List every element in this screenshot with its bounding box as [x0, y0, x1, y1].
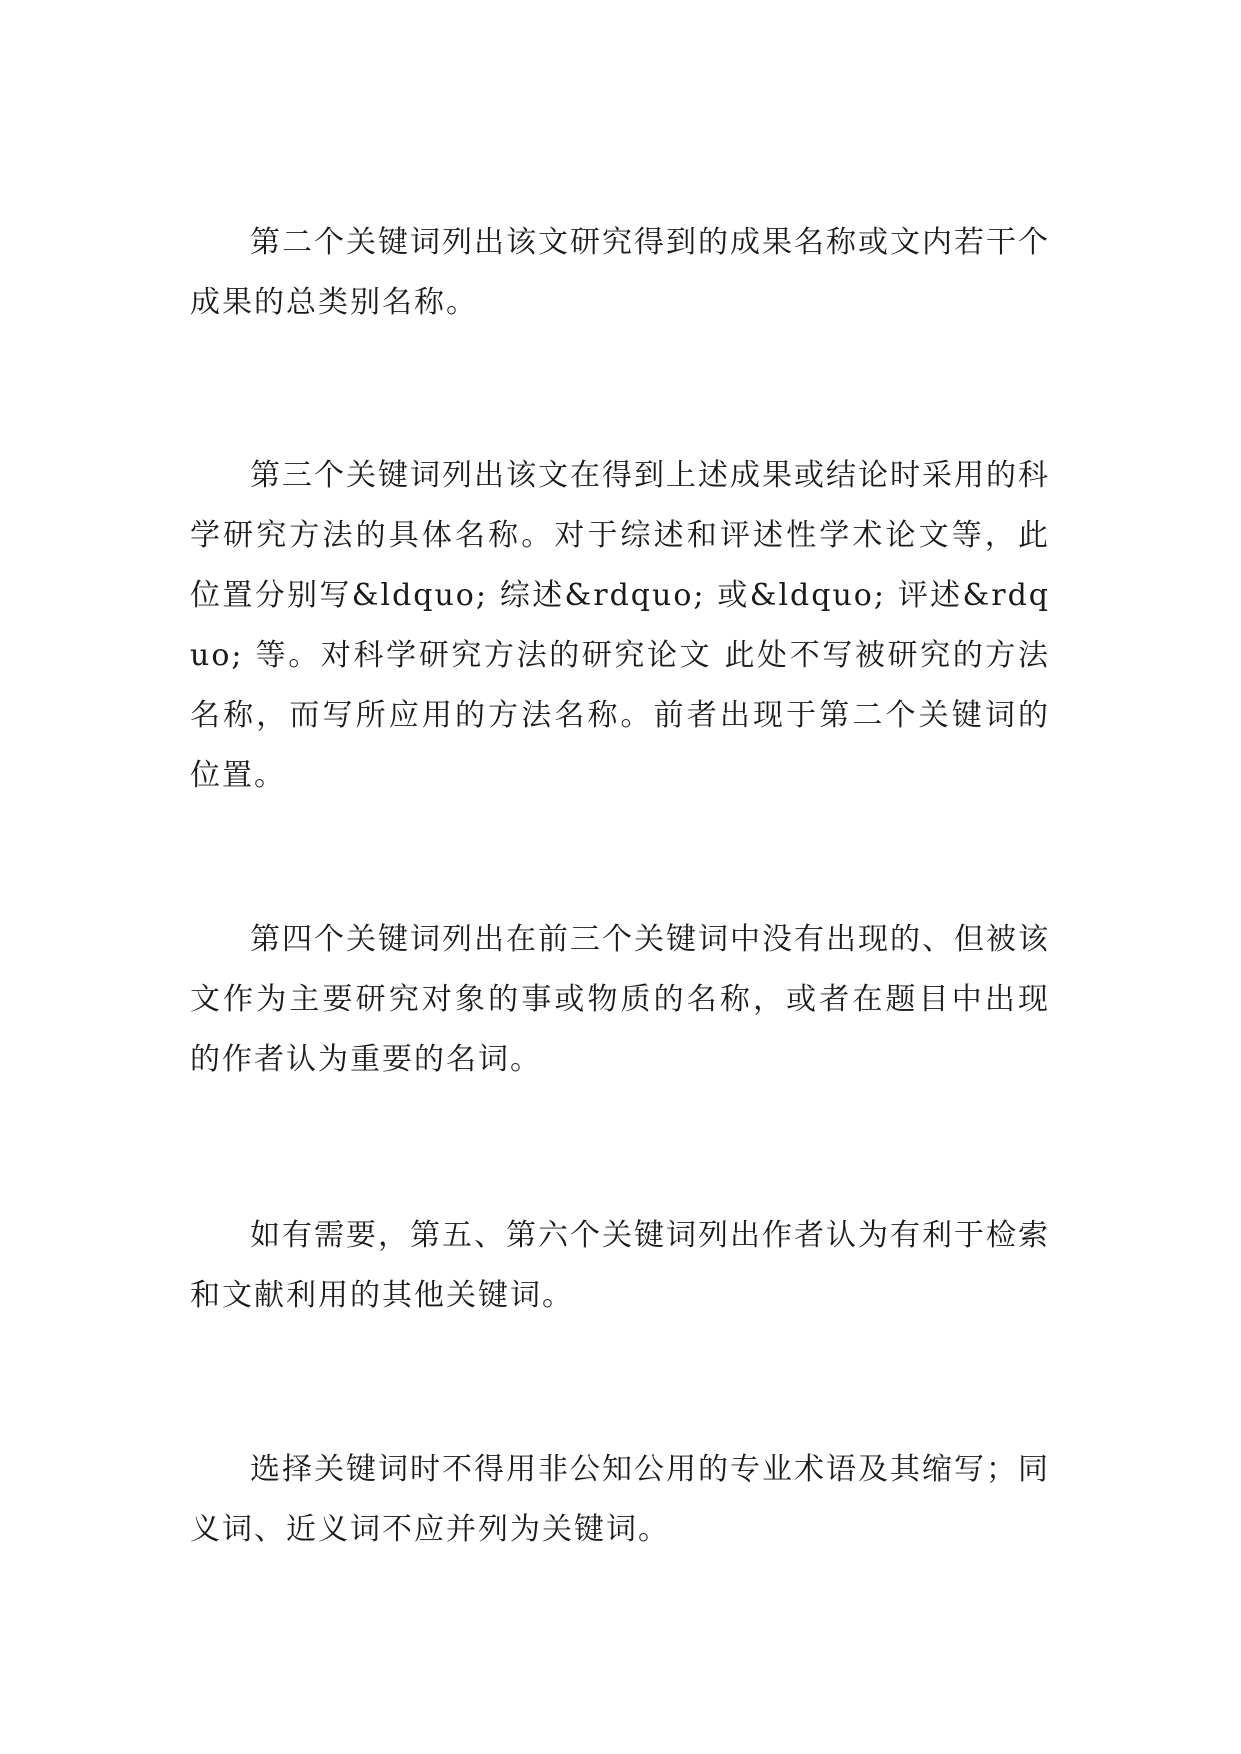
paragraph-fifth-sixth-keyword: 如有需要，第五、第六个关键词列出作者认为有利于检索和文献利用的其他关键词。 — [190, 1218, 1050, 1313]
paragraph-third-keyword: 第三个关键词列出该文在得到上述成果或结论时采用的科学研究方法的具体名称。对于综述和评述性学术论文等，此位置分别写&ldquo; 综述&rdquo; 或&ldquo; 评述&rdquo; 等。对科学研究方法的研究论文 此处不写被研究的方法名称，而写所应用的方法名称。前者出现于第二个关键词的位置。 — [190, 458, 1050, 793]
paragraph-keyword-selection-rule: 选择关键词时不得用非公知公用的专业术语及其缩写；同义词、近义词不应并列为关键词。 — [190, 1452, 1050, 1547]
paragraph-fourth-keyword: 第四个关键词列出在前三个关键词中没有出现的、但被该文作为主要研究对象的事或物质的名称，或者在题目中出现的作者认为重要的名词。 — [190, 922, 1050, 1077]
paragraph-second-keyword: 第二个关键词列出该文研究得到的成果名称或文内若干个成果的总类别名称。 — [190, 225, 1050, 320]
